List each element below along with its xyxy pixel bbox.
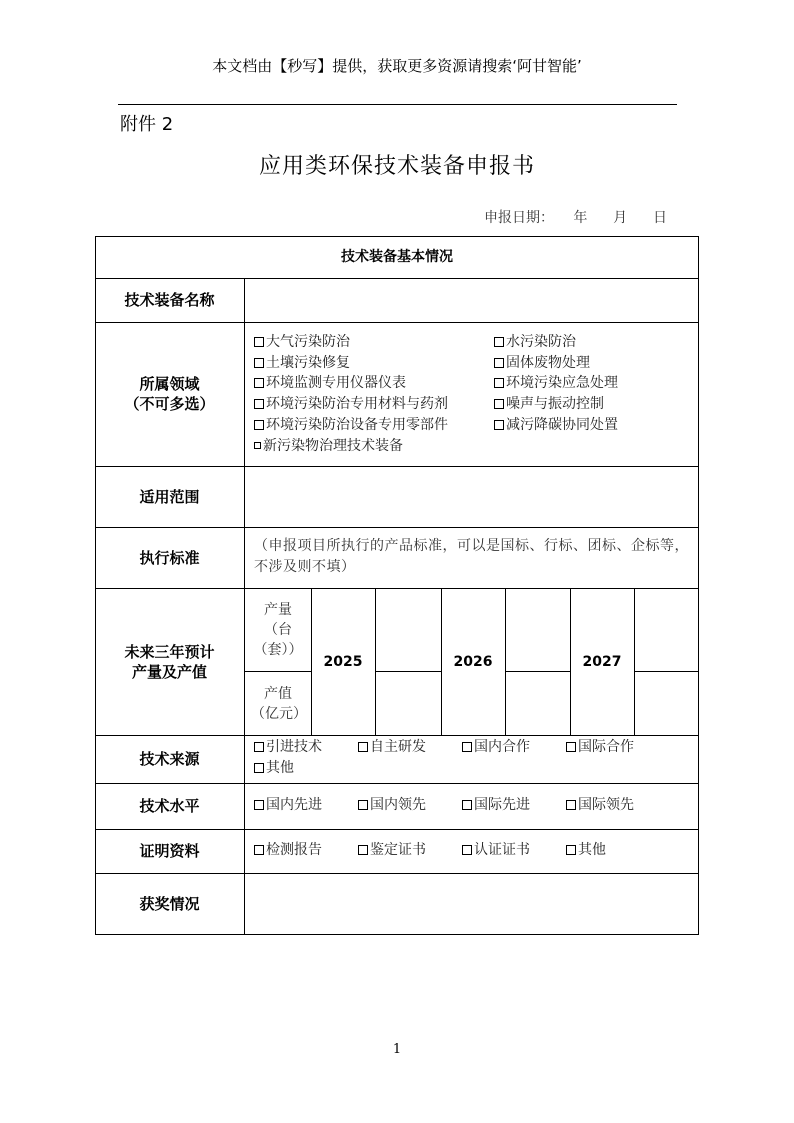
checkbox[interactable]	[254, 845, 264, 855]
forecast-label	[95, 588, 244, 735]
tech-level-option[interactable]: 国际先进	[462, 795, 530, 815]
domain-option[interactable]: 减污降碳协同处置	[494, 415, 618, 435]
domain-option[interactable]: 环境污染防治专用材料与药剂	[254, 394, 448, 414]
scope-input[interactable]	[245, 467, 698, 527]
checkbox[interactable]	[494, 399, 504, 409]
table-border-right	[698, 236, 699, 934]
document-source-note: 本文档由【秒写】提供，获取更多资源请搜索‘阿甘智能’	[212, 57, 582, 75]
standard-note[interactable]: （申报项目所执行的产品标准，可以是国标、行标、团标、企标等，不涉及则不填）	[254, 538, 689, 575]
value-2026-input[interactable]	[506, 672, 569, 735]
value-row-label: 产值（亿元）	[251, 685, 307, 722]
tech-source-label: 技术来源	[139, 750, 200, 768]
checkbox[interactable]	[358, 845, 368, 855]
value-2027-input[interactable]	[635, 672, 698, 735]
tech-level-option[interactable]: 国际领先	[566, 795, 634, 815]
checkbox[interactable]	[254, 800, 264, 810]
output-2026-input[interactable]	[506, 589, 569, 671]
checkbox[interactable]	[462, 742, 472, 752]
year-2026: 2026	[453, 653, 493, 670]
page-number: 1	[392, 1042, 402, 1057]
checkbox[interactable]	[254, 337, 264, 347]
checkbox[interactable]	[254, 358, 264, 368]
page-title: 应用类环保技术装备申报书	[258, 154, 535, 179]
awards-input[interactable]	[245, 874, 698, 934]
domain-option[interactable]: 环境污染防治设备专用零部件	[254, 415, 448, 435]
tech-level-label: 技术水平	[139, 797, 200, 815]
awards-label: 获奖情况	[139, 894, 200, 913]
checkbox[interactable]	[254, 420, 264, 430]
tech-source-option[interactable]: 引进技术	[254, 737, 322, 757]
section-title: 技术装备基本情况	[341, 249, 453, 265]
domain-option[interactable]: 噪声与振动控制	[494, 394, 604, 414]
tech-source-option[interactable]: 其他	[254, 758, 294, 778]
checkbox[interactable]	[494, 420, 504, 430]
domain-label-note: （不可多选）	[124, 395, 215, 413]
checkbox[interactable]	[494, 378, 504, 388]
checkbox[interactable]	[254, 378, 264, 388]
proof-option[interactable]: 检测报告	[254, 840, 322, 860]
standard-label: 执行标准	[139, 548, 200, 567]
checkbox[interactable]	[566, 742, 576, 752]
table-column-divider	[244, 278, 245, 934]
proof-label: 证明资料	[139, 842, 200, 860]
checkbox[interactable]	[358, 742, 368, 752]
checkbox[interactable]	[254, 442, 261, 449]
application-date-field[interactable]: 申报日期： 年 月 日	[484, 210, 667, 226]
output-2027-input[interactable]	[635, 589, 698, 671]
domain-option[interactable]: 固体废物处理	[494, 353, 590, 373]
domain-option[interactable]: 新污染物治理技术装备	[254, 436, 403, 456]
domain-option[interactable]: 环境污染应急处理	[494, 373, 618, 393]
table-border-bottom	[95, 934, 699, 935]
domain-option[interactable]: 大气污染防治	[254, 332, 350, 352]
checkbox[interactable]	[462, 845, 472, 855]
tech-level-option[interactable]: 国内先进	[254, 795, 322, 815]
equipment-name-label: 技术装备名称	[124, 291, 215, 309]
equipment-name-input[interactable]	[245, 279, 698, 322]
checkbox[interactable]	[494, 358, 504, 368]
proof-option[interactable]: 其他	[566, 840, 606, 860]
tech-source-option[interactable]: 自主研发	[358, 737, 426, 757]
checkbox[interactable]	[462, 800, 472, 810]
checkbox[interactable]	[566, 845, 576, 855]
checkbox[interactable]	[566, 800, 576, 810]
forecast-label-line1: 未来三年预计	[124, 642, 215, 661]
value-2025-input[interactable]	[376, 672, 440, 735]
tech-level-option[interactable]: 国内领先	[358, 795, 426, 815]
domain-option[interactable]: 环境监测专用仪器仪表	[254, 373, 406, 393]
output-2025-input[interactable]	[376, 589, 440, 671]
checkbox[interactable]	[254, 399, 264, 409]
checkbox[interactable]	[254, 742, 264, 752]
scope-label: 适用范围	[139, 487, 200, 506]
year-2027: 2027	[582, 653, 622, 670]
domain-option[interactable]: 水污染防治	[494, 332, 576, 352]
domain-option[interactable]: 土壤污染修复	[254, 353, 350, 373]
checkbox[interactable]	[254, 763, 264, 773]
attachment-label: 附件 2	[120, 114, 174, 135]
tech-source-option[interactable]: 国内合作	[462, 737, 530, 757]
proof-option[interactable]: 认证证书	[462, 840, 530, 860]
domain-label-main: 所属领域	[139, 375, 200, 393]
domain-label	[95, 322, 244, 466]
forecast-label-line2: 产量及产值	[131, 662, 207, 681]
year-2025: 2025	[323, 653, 363, 670]
checkbox[interactable]	[358, 800, 368, 810]
tech-source-option[interactable]: 国际合作	[566, 737, 634, 757]
output-row-label: 产量（台（套））	[253, 601, 303, 658]
proof-option[interactable]: 鉴定证书	[358, 840, 426, 860]
checkbox[interactable]	[494, 337, 504, 347]
